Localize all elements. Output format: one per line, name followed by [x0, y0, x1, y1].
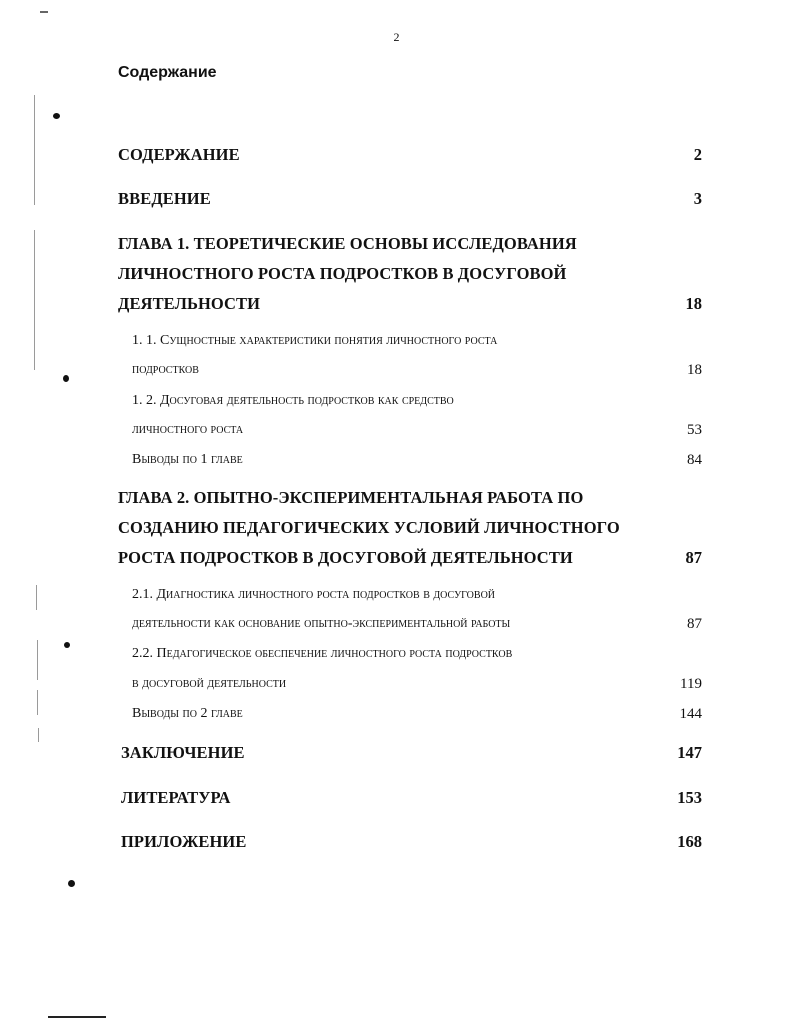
toc-entry-section-2-2-line-2: в досуговой деятельности — [132, 676, 287, 691]
toc-entry-conclusions-2: Выводы по 2 главе — [132, 706, 243, 721]
toc-entry-section-2-1-line-2: деятельности как основание опытно-экспериментальной работы — [132, 616, 511, 631]
toc-heading: Содержание — [118, 64, 217, 81]
scan-edge-line — [48, 1016, 106, 1018]
toc-entry-section-1-2-line-1: 1. 2. Досуговая деятельность подростков как средство — [132, 393, 454, 408]
toc-page-contents: 2 — [693, 145, 702, 164]
toc-entry-literature: ЛИТЕРАТУРА — [121, 788, 231, 807]
scan-edge-line — [36, 585, 37, 610]
toc-entry-conclusion: ЗАКЛЮЧЕНИЕ — [121, 743, 245, 762]
toc-page-section-2-2: 119 — [680, 676, 702, 692]
scan-edge-line — [37, 640, 38, 680]
scan-edge-line — [34, 95, 35, 205]
toc-entry-chapter-2-line-1: ГЛАВА 2. ОПЫТНО-ЭКСПЕРИМЕНТАЛЬНАЯ РАБОТА ПО — [118, 488, 584, 507]
toc-entry-contents: СОДЕРЖАНИЕ — [118, 145, 240, 164]
scan-edge-line — [37, 690, 38, 715]
binding-hole-mark — [63, 375, 69, 382]
scan-edge-line — [38, 728, 39, 742]
binding-hole-mark — [68, 880, 75, 887]
toc-page-introduction: 3 — [693, 189, 702, 208]
toc-page-literature: 153 — [677, 788, 702, 807]
scan-mark — [40, 11, 48, 13]
toc-entry-chapter-2-line-3: РОСТА ПОДРОСТКОВ В ДОСУГОВОЙ ДЕЯТЕЛЬНОСТИ — [118, 548, 573, 567]
toc-page-conclusions-2: 144 — [679, 706, 702, 722]
toc-entry-section-1-2-line-2: личностного роста — [132, 422, 244, 437]
toc-entry-section-1-1-line-2: подростков — [132, 362, 199, 377]
toc-page-section-1-1: 18 — [687, 362, 702, 378]
toc-page-chapter-1: 18 — [685, 294, 702, 313]
toc-entry-chapter-2-line-2: СОЗДАНИЮ ПЕДАГОГИЧЕСКИХ УСЛОВИЙ ЛИЧНОСТНОГО — [118, 518, 620, 537]
toc-page-conclusions-1: 84 — [687, 452, 702, 468]
toc-page-section-2-1: 87 — [687, 616, 702, 632]
binding-hole-mark — [53, 113, 60, 119]
toc-entry-section-1-1-line-1: 1. 1. Сущностные характеристики понятия личностного роста — [132, 333, 498, 348]
toc-entry-chapter-1-line-2: ЛИЧНОСТНОГО РОСТА ПОДРОСТКОВ В ДОСУГОВОЙ — [118, 264, 567, 283]
toc-page-conclusion: 147 — [677, 743, 702, 762]
toc-entry-chapter-1-line-3: ДЕЯТЕЛЬНОСТИ — [118, 294, 261, 313]
toc-entry-conclusions-1: Выводы по 1 главе — [132, 452, 243, 467]
binding-hole-mark — [64, 642, 70, 648]
toc-page-chapter-2: 87 — [685, 548, 702, 567]
toc-entry-introduction: ВВЕДЕНИЕ — [118, 189, 211, 208]
page-number: 2 — [393, 30, 400, 44]
toc-page-appendix: 168 — [677, 832, 702, 851]
toc-entry-section-2-2-line-1: 2.2. Педагогическое обеспечение личностного роста подростков — [132, 646, 513, 661]
toc-entry-chapter-1-line-1: ГЛАВА 1. ТЕОРЕТИЧЕСКИЕ ОСНОВЫ ИССЛЕДОВАНИЯ — [118, 234, 577, 253]
scan-edge-line — [34, 230, 35, 370]
toc-entry-section-2-1-line-1: 2.1. Диагностика личностного роста подростков в досуговой — [132, 587, 496, 602]
toc-page-section-1-2: 53 — [687, 422, 702, 438]
toc-entry-appendix: ПРИЛОЖЕНИЕ — [121, 832, 247, 851]
